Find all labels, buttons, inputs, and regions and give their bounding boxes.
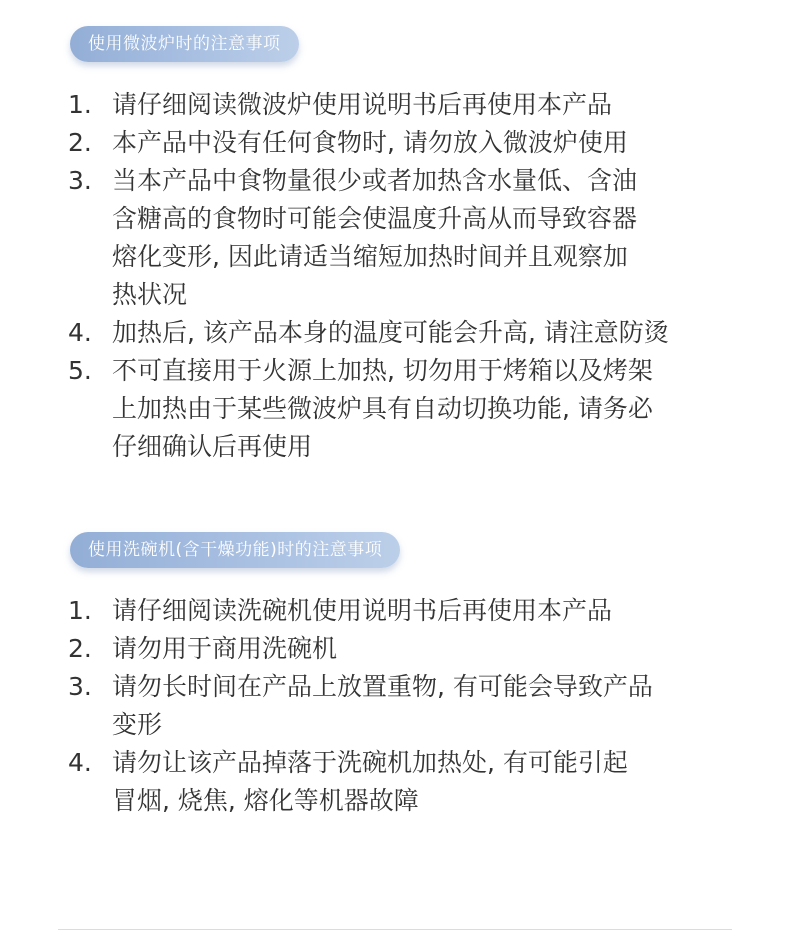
item-number: 4. [68,748,92,777]
bottom-divider [58,929,732,930]
item-text [112,124,752,162]
list-item [0,124,790,162]
item-text [112,86,752,124]
item-text-line: 上加热由于某些微波炉具有自动切换功能, 请务必 [112,394,653,423]
microwave-section-title: 使用微波炉时的注意事项 [70,26,299,62]
list-item [0,630,790,668]
list-item [0,314,790,352]
item-text-line: 仔细确认后再使用 [112,432,313,461]
list-item [0,744,790,820]
list-item [0,86,790,124]
item-text [112,744,752,820]
item-number: 2. [68,128,92,157]
item-number: 1. [68,90,92,119]
item-number: 2. [68,634,92,663]
item-text-line: 含糖高的食物时可能会使温度升高从而导致容器 [112,204,638,233]
item-text [112,352,752,466]
item-text [112,630,752,668]
list-item [0,668,790,744]
item-text-line: 请勿长时间在产品上放置重物, 有可能会导致产品 [112,672,653,701]
item-number: 3. [68,672,92,701]
item-text [112,314,752,352]
item-text-line: 请勿让该产品掉落于洗碗机加热处, 有可能引起 [112,748,628,777]
item-number: 4. [68,318,92,347]
item-text-line: 本产品中没有任何食物时, 请勿放入微波炉使用 [112,128,628,157]
dishwasher-notes-list [0,592,790,820]
item-text-line: 请仔细阅读洗碗机使用说明书后再使用本产品 [112,596,613,625]
item-text-line: 熔化变形, 因此请适当缩短加热时间并且观察加 [112,242,628,271]
item-text-line: 变形 [112,710,163,739]
dishwasher-section-title: 使用洗碗机(含干燥功能)时的注意事项 [70,532,400,568]
item-text-line: 请勿用于商用洗碗机 [112,634,338,663]
item-number: 5. [68,356,92,385]
item-text-line: 热状况 [112,280,188,309]
item-text-line: 请仔细阅读微波炉使用说明书后再使用本产品 [112,90,613,119]
item-text-line: 不可直接用于火源上加热, 切勿用于烤箱以及烤架 [112,356,653,385]
list-item [0,162,790,314]
list-item [0,352,790,466]
item-text [112,162,752,314]
item-number: 3. [68,166,92,195]
item-text [112,668,752,744]
item-number: 1. [68,596,92,625]
item-text-line: 冒烟, 烧焦, 熔化等机器故障 [112,786,419,815]
item-text [112,592,752,630]
list-item [0,592,790,630]
item-text-line: 加热后, 该产品本身的温度可能会升高, 请注意防烫 [112,318,669,347]
item-text-line: 当本产品中食物量很少或者加热含水量低、含油 [112,166,638,195]
microwave-notes-list [0,86,790,466]
